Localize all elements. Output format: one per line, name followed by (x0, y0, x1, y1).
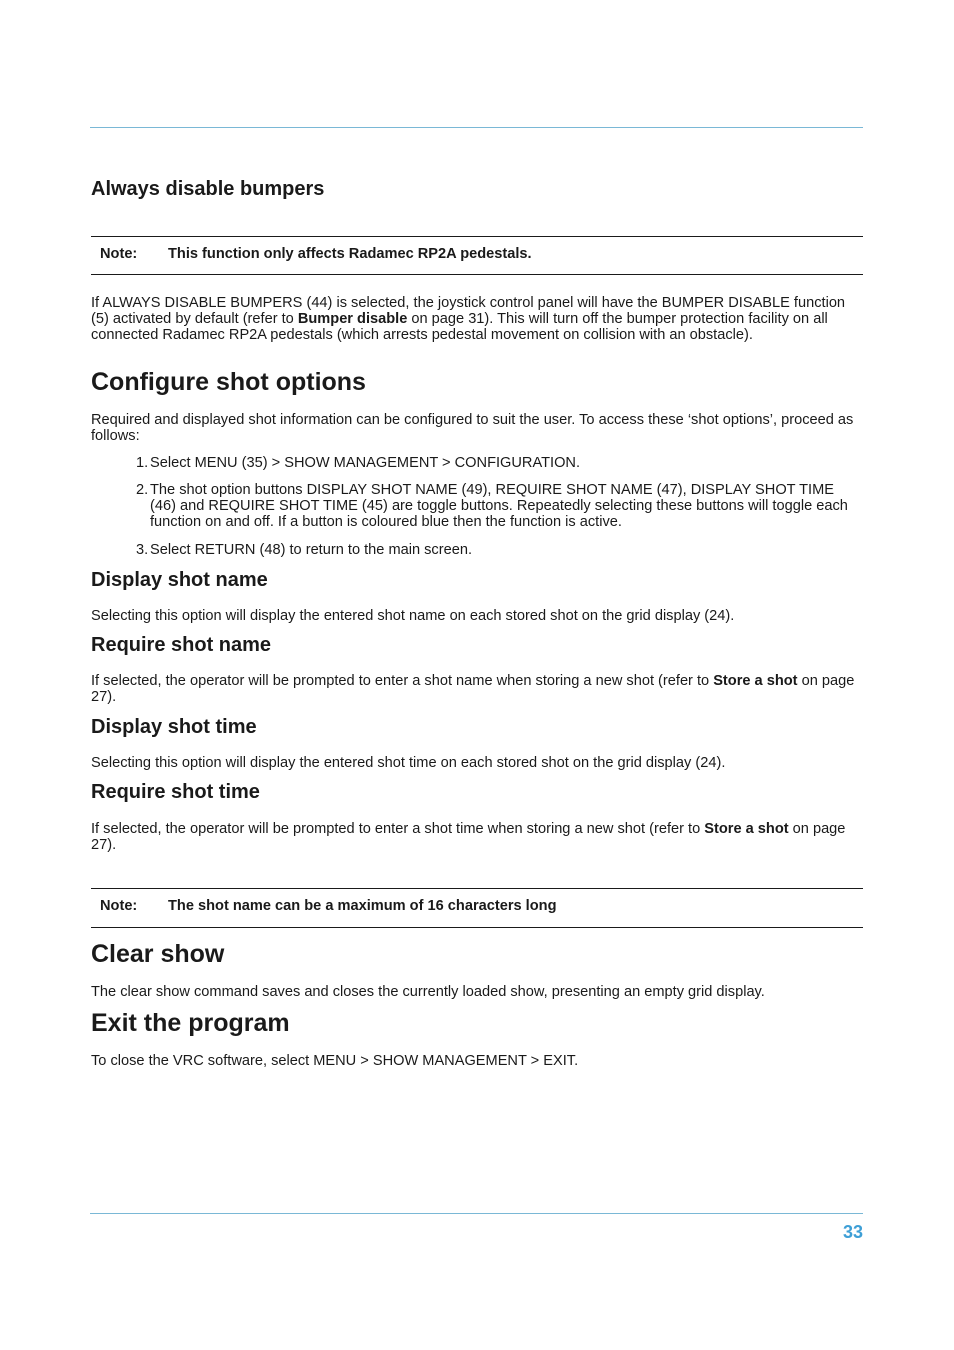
clear-show-text: The clear show command saves and closes the currently loaded show, presenting an empty grid display. (91, 984, 765, 1000)
heading-display-shot-time: Display shot time (91, 716, 257, 738)
list-item: 3. Select RETURN (48) to return to the main screen. (136, 542, 472, 558)
footer-rule (90, 1213, 863, 1214)
note-text: The shot name can be a maximum of 16 characters long (168, 898, 557, 914)
configure-intro: Required and displayed shot information can be configured to suit the user. To access these ‘shot options’, proceed as follows: (91, 412, 854, 444)
list-item: 1. Select MENU (35) > SHOW MANAGEMENT > CONFIGURATION. (136, 455, 581, 471)
note-box-bumpers (91, 236, 863, 275)
heading-require-shot-name: Require shot name (91, 634, 272, 656)
note-box-shot-name (91, 888, 863, 928)
list-item: 2. The shot option buttons DISPLAY SHOT NAME (49), REQUIRE SHOT NAME (47), DISPLAY SHOT TIME (46) and REQUIRE SHOT TIME (45) are toggle buttons. Repeatedly selecting these buttons will toggle each function on and off. If a button is coloured blue then the function is active. (136, 482, 848, 530)
heading-display-shot-name: Display shot name (91, 569, 268, 591)
bumpers-paragraph: If ALWAYS DISABLE BUMPERS (44) is selected, the joystick control panel will have the BUMPER DISABLE function (5) activated by default (refer to Bumper disable on page 31). This will turn off the bumper protection facility on all connected Radamec RP2A pedestals (which arrests pedestal movement on collision with an obstacle). (91, 295, 846, 343)
xref-store-a-shot: Store a shot (704, 821, 789, 837)
exit-program-text: To close the VRC software, select MENU > SHOW MANAGEMENT > EXIT. (91, 1053, 579, 1069)
xref-bumper-disable: Bumper disable (297, 311, 408, 327)
heading-clear-show: Clear show (91, 940, 225, 968)
require-shot-time-text: If selected, the operator will be prompted to enter a shot time when storing a new shot (refer to Store a shot on page 27). (91, 821, 846, 853)
note-label: Note: (100, 246, 138, 262)
heading-require-shot-time: Require shot time (91, 781, 260, 803)
header-rule (90, 127, 863, 128)
require-shot-name-text: If selected, the operator will be prompted to enter a shot name when storing a new shot (refer to Store a shot on page 27). (91, 673, 855, 705)
page-number: 33 (842, 1222, 863, 1242)
xref-store-a-shot: Store a shot (713, 673, 798, 689)
note-text: This function only affects Radamec RP2A pedestals. (168, 246, 532, 262)
heading-configure-shot-options: Configure shot options (91, 368, 366, 396)
heading-always-disable-bumpers: Always disable bumpers (91, 178, 325, 200)
heading-exit-program: Exit the program (91, 1009, 290, 1037)
display-shot-time-text: Selecting this option will display the entered shot time on each stored shot on the grid display (24). (91, 755, 726, 771)
note-label: Note: (100, 898, 138, 914)
display-shot-name-text: Selecting this option will display the entered shot name on each stored shot on the grid display (24). (91, 608, 735, 624)
